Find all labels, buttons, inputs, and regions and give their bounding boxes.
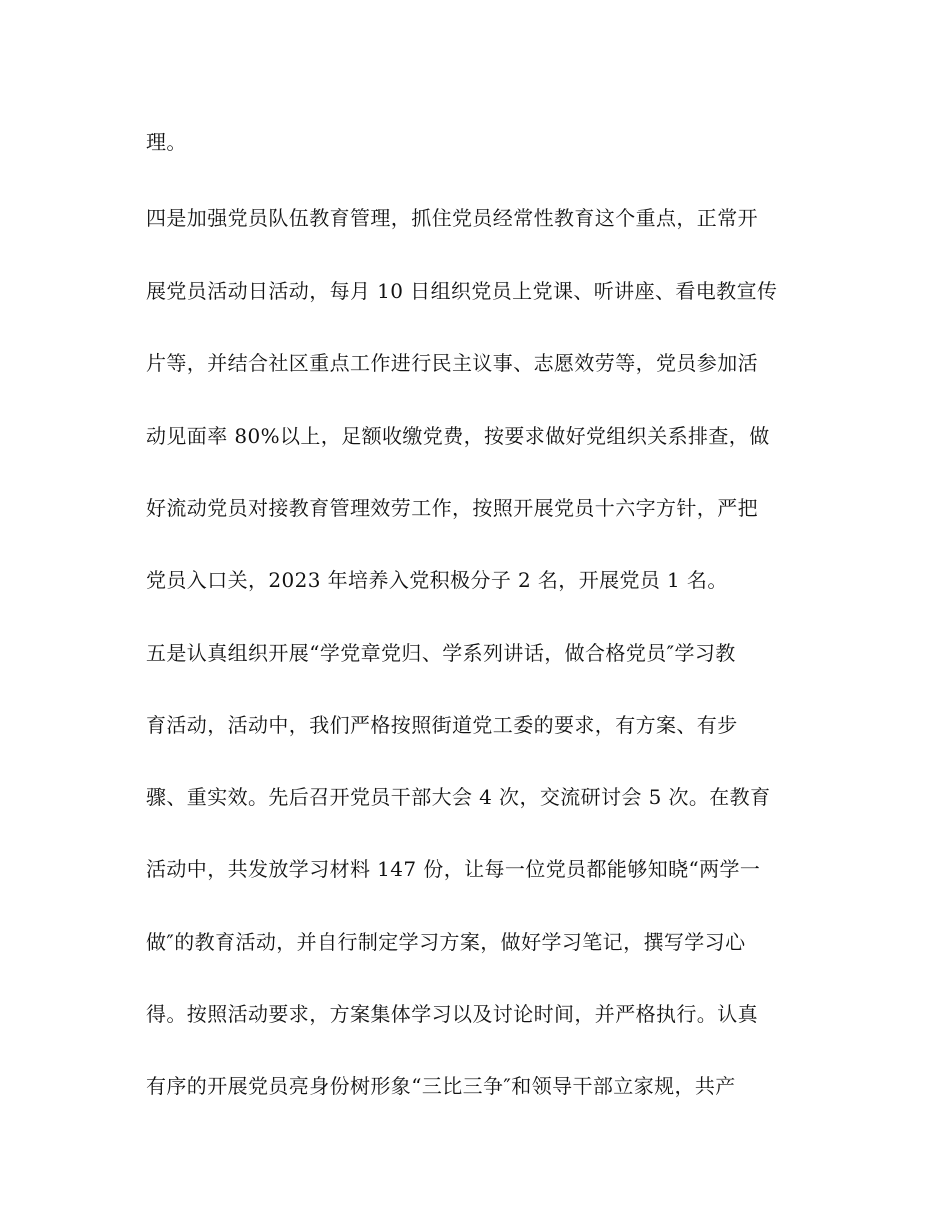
text-line-10: 骤、重实效。先后召开党员干部大会 4 次，交流研讨会 5 次。在教育 xyxy=(146,785,771,809)
text-line-14: 有序的开展党员亮身份树形象“三比三争″和领导干部立家规，共产 xyxy=(146,1074,736,1098)
text-line-13: 得。按照活动要求，方案集体学习以及讨论时间，并严格执行。认真 xyxy=(146,1002,758,1026)
text-line-2: 四是加强党员队伍教育管理，抓住党员经常性教育这个重点，正常开 xyxy=(146,206,758,230)
text-line-11: 活动中，共发放学习材料 147 份，让每一位党员都能够知晓“两学一 xyxy=(146,857,761,881)
text-line-12: 做″的教育活动，并自行制定学习方案，做好学习笔记，撰写学习心 xyxy=(146,930,746,954)
text-line-9: 育活动，活动中，我们严格按照街道党工委的要求，有方案、有步 xyxy=(146,713,738,737)
text-line-5: 动见面率 80%以上，足额收缴党费，按要求做好党组织关系排查，做 xyxy=(146,424,770,448)
text-line-7: 党员入口关，2023 年培养入党积极分子 2 名，开展党员 1 名。 xyxy=(146,568,728,592)
text-line-8: 五是认真组织开展“学党章党归、学系列讲话，做合格党员″学习教 xyxy=(146,641,736,665)
text-line-6: 好流动党员对接教育管理效劳工作，按照开展党员十六字方针，严把 xyxy=(146,496,758,520)
text-line-4: 片等，并结合社区重点工作进行民主议事、志愿效劳等，党员参加活 xyxy=(146,351,758,375)
text-line-3: 展党员活动日活动，每月 10 日组织党员上党课、听讲座、看电教宣传 xyxy=(146,279,778,303)
text-line-1: 理。 xyxy=(146,130,187,154)
